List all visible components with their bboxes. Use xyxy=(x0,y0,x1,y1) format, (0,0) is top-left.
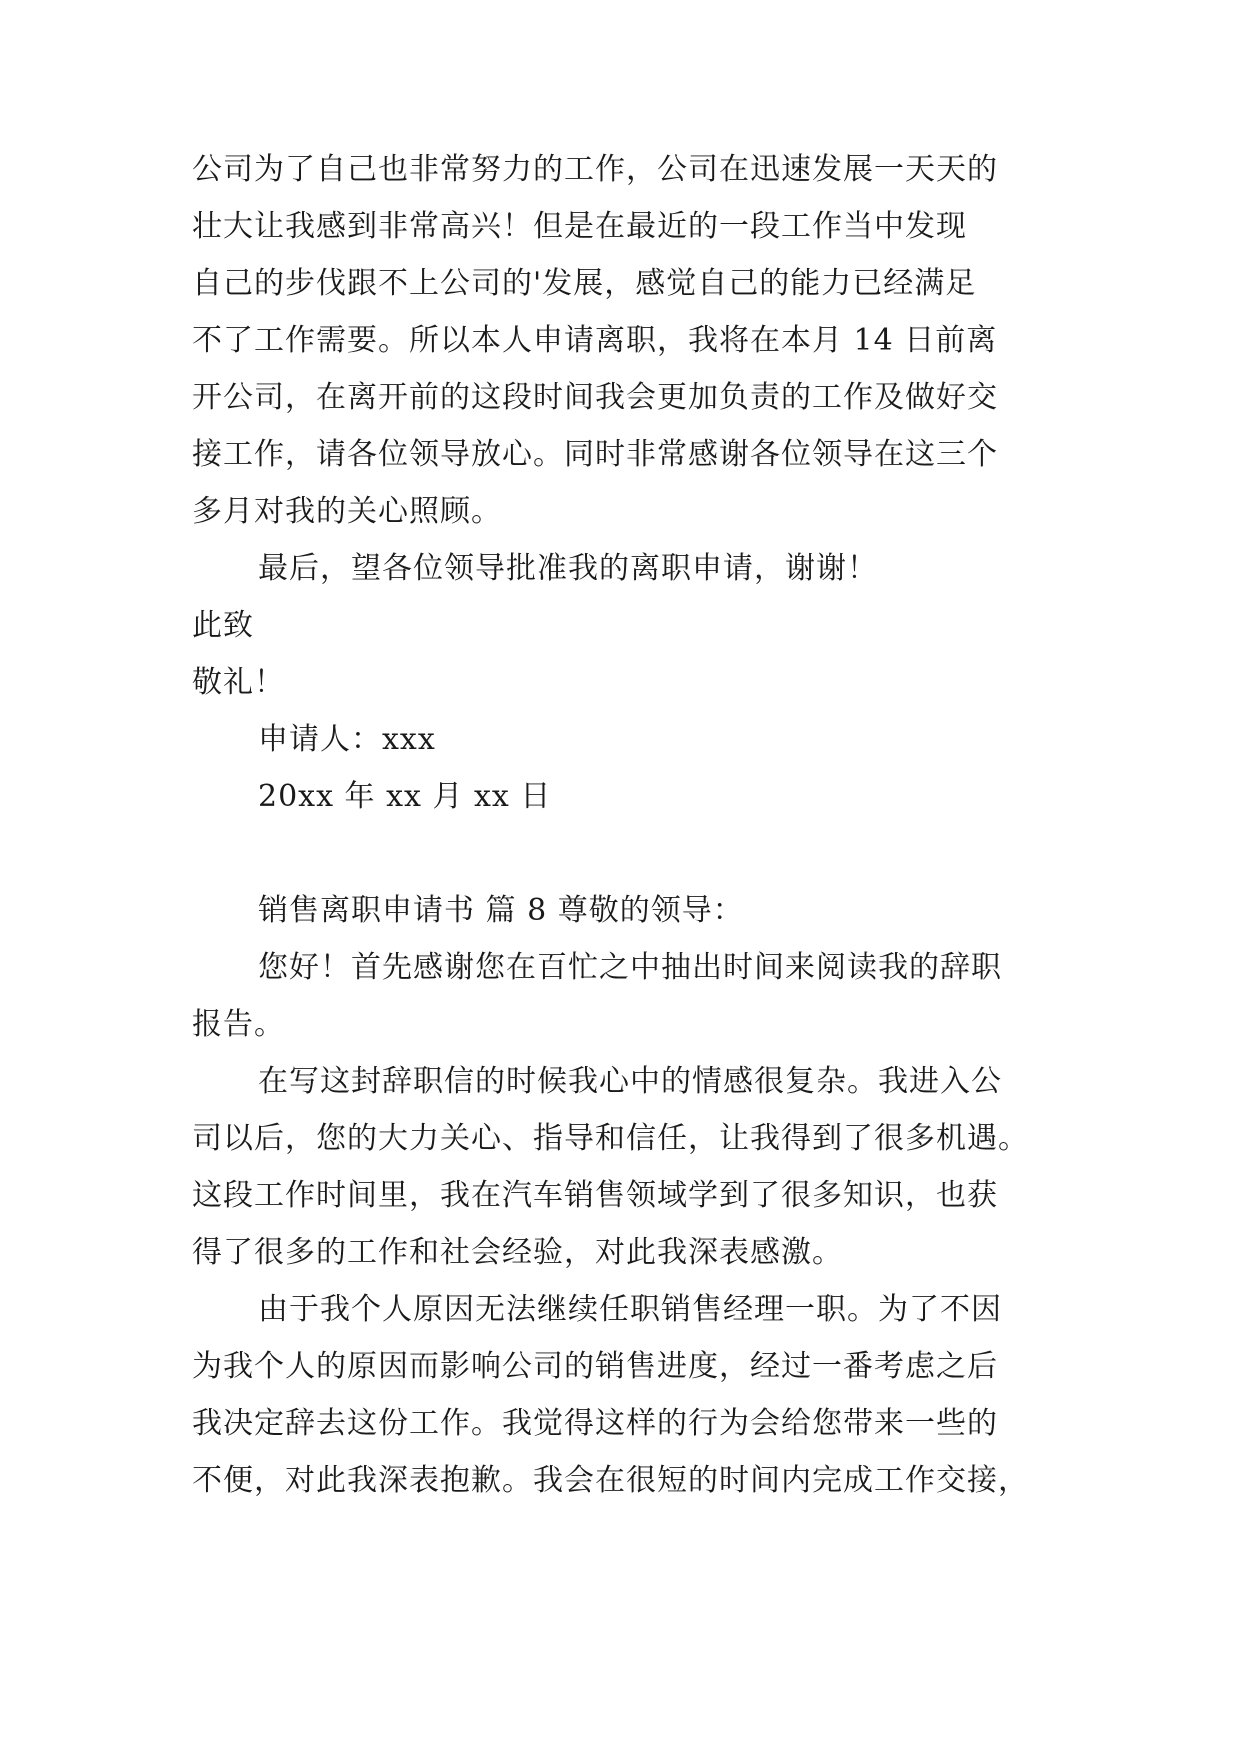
paragraph-line: 您好！首先感谢您在百忙之中抽出时间来阅读我的辞职 xyxy=(258,950,1002,985)
paragraph-line: 接工作，请各位领导放心。同时非常感谢各位领导在这三个 xyxy=(192,437,998,472)
date-line: 20xx 年 xx 月 xx 日 xyxy=(258,779,552,814)
paragraph-line: 得了很多的工作和社会经验，对此我深表感激。 xyxy=(192,1235,843,1270)
applicant-line: 申请人：xxx xyxy=(258,722,436,757)
paragraph-line: 壮大让我感到非常高兴！但是在最近的一段工作当中发现 xyxy=(192,209,967,244)
paragraph-line: 在写这封辞职信的时候我心中的情感很复杂。我进入公 xyxy=(258,1064,1002,1099)
paragraph-line: 多月对我的关心照顾。 xyxy=(192,494,502,529)
paragraph-line: 不了工作需要。所以本人申请离职，我将在本月 14 日前离 xyxy=(192,323,998,358)
paragraph-line: 为我个人的原因而影响公司的销售进度，经过一番考虑之后 xyxy=(192,1349,998,1384)
paragraph-line: 这段工作时间里，我在汽车销售领域学到了很多知识，也获 xyxy=(192,1178,998,1213)
paragraph-line: 开公司，在离开前的这段时间我会更加负责的工作及做好交 xyxy=(192,380,998,415)
paragraph-line: 由于我个人原因无法继续任职销售经理一职。为了不因 xyxy=(258,1292,1002,1327)
salutation-line: 敬礼！ xyxy=(192,665,285,700)
paragraph-line: 公司为了自己也非常努力的工作，公司在迅速发展一天天的 xyxy=(192,152,998,187)
salutation-line: 此致 xyxy=(192,608,254,643)
section-heading: 销售离职申请书 篇 8 尊敬的领导： xyxy=(258,893,744,928)
paragraph-line: 自己的步伐跟不上公司的'发展，感觉自己的能力已经满足 xyxy=(192,266,977,301)
paragraph-line: 我决定辞去这份工作。我觉得这样的行为会给您带来一些的 xyxy=(192,1406,998,1441)
paragraph-line: 司以后，您的大力关心、指导和信任，让我得到了很多机遇。 xyxy=(192,1121,1029,1156)
paragraph-line: 不便，对此我深表抱歉。我会在很短的时间内完成工作交接， xyxy=(192,1463,1029,1498)
paragraph-line: 报告。 xyxy=(192,1007,285,1042)
closing-paragraph: 最后，望各位领导批准我的离职申请，谢谢！ xyxy=(258,551,878,586)
